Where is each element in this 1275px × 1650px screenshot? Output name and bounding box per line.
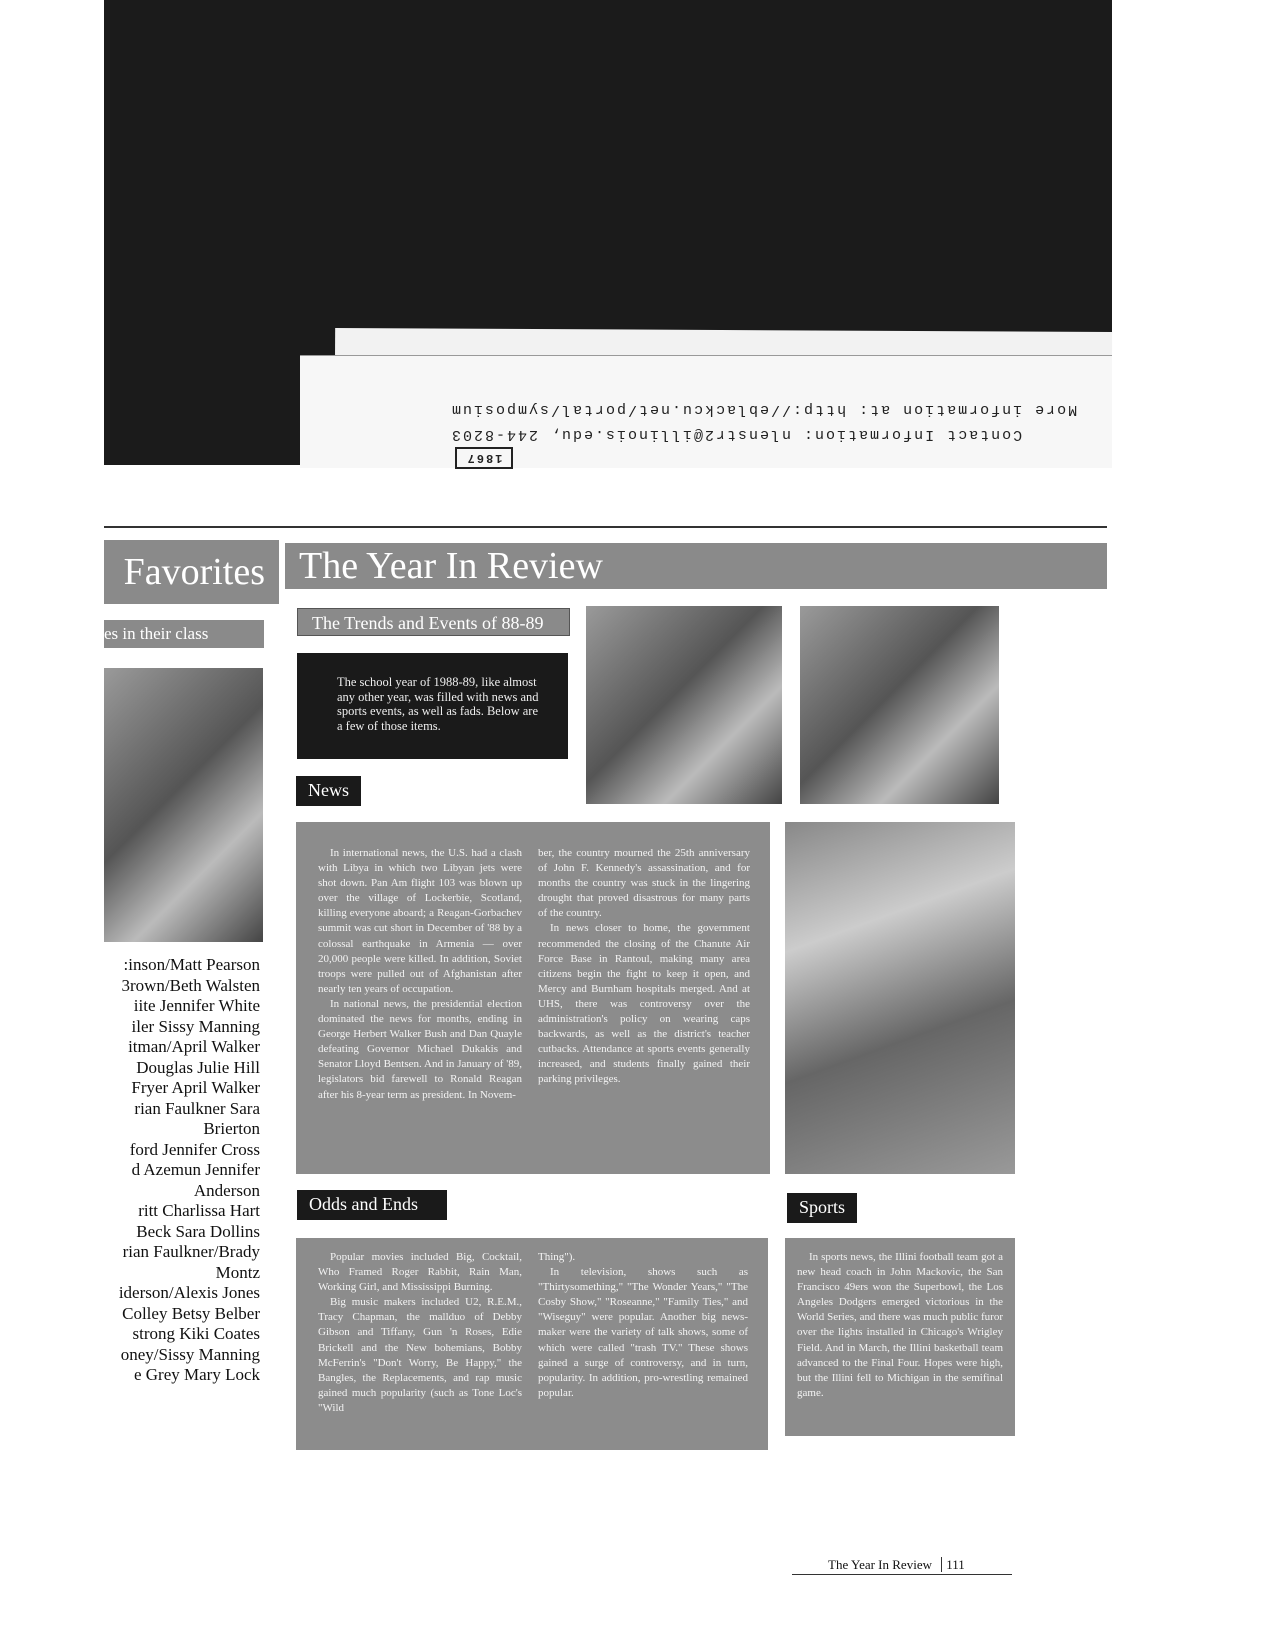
news-paragraph: In international news, the U.S. had a clash with Libya in which two Libyan jets were shot down. Pan Am flight 103 was blown up over the village of Lockerbie, Scotland, killing everyone aboard; a Reagan-Gorbachev summit was cut short in December of '88 by a colossal earthquake in Armenia — over 20,000 people were killed. In addition, Soviet troops were pulled out of Afghanistan after nearly ten years of occupation. <box>318 847 522 995</box>
names-list <box>100 955 260 1386</box>
footer-rule <box>792 1574 1012 1575</box>
sports-label: Sports <box>787 1193 857 1223</box>
odds-text-box <box>296 1238 768 1450</box>
sports-paragraph: In sports news, the Illini football team got a new head coach in John Mackovic, the San Francisco 49ers won the Superbowl, the Los Angeles Dodgers emerged victorious in the World Series, and there was much public furor over the lights installed in Chicago's Wrigley Field. And in March, the Illini basketball team advanced to the Final Four. Hopes were high, but the Illini fell to Michigan in the semifinal game. <box>797 1251 1003 1399</box>
name-line: ford Jennifer Cross <box>129 1139 260 1159</box>
more-info-line: More information at: http://eblackcu.net/portal/symposium <box>450 401 1078 418</box>
name-line: iderson/Alexis Jones <box>118 1283 260 1302</box>
top-rule <box>104 526 1107 528</box>
name-line: d Azemun Jennifer <box>131 1160 260 1179</box>
footer-section: The Year In Review <box>828 1557 932 1572</box>
name-line: oney/Sissy Manning <box>120 1344 260 1364</box>
name-line: Colley Betsy Belber <box>122 1303 260 1323</box>
odds-paragraph: In television, shows such as "Thirtysomething," "The Wonder Years," "The Cosby Show," "Roseanne," "Family Ties," and "Wiseguy" were popular. Another big news-maker were the variety of talk shows, some of which were called "trash TV." These shows gained a surge of controversy, and in turn, popularity. In addition, pro-wrestling remained popular. <box>538 1266 748 1399</box>
name-line: rian Faulkner Sara <box>134 1098 260 1118</box>
name-line: ritt Charlissa Hart <box>138 1201 260 1220</box>
name-line: Fryer April Walker <box>131 1078 260 1097</box>
name-line: Anderson <box>193 1180 260 1200</box>
odds-and-ends-label: Odds and Ends <box>297 1190 447 1220</box>
name-line: 3rown/Beth Walsten <box>121 975 260 995</box>
reagan-gorbachev-photo <box>800 606 999 804</box>
name-line: strong Kiki Coates <box>132 1324 260 1343</box>
group-photo <box>104 668 263 942</box>
name-line: iler Sissy Manning <box>131 1016 260 1036</box>
odds-paragraph: Thing"). <box>538 1251 576 1263</box>
news-paragraph: In news closer to home, the government recommended the closing of the Chanute Air Force Base in Rantoul, making many area citizens begin the fight to keep it open, and Mercy and Burnham hospitals merged. And at UHS, there was controversy over the administration's policy on wearing caps backwards, as well as the district's teacher cutbacks. Attendance at sports events generally increased, and students finally gained their parking privileges. <box>538 922 750 1086</box>
news-paragraph: In national news, the presidential election dominated the news for months, ending in George Herbert Walker Bush and Dan Quayle defeating Governor Michael Dukakis and Senator Lloyd Bentsen. And in January of '89, legislators bid farewell to Ronald Reagan after his 8-year term as president. In Novem- <box>318 997 522 1101</box>
name-line: itman/April Walker <box>128 1037 260 1056</box>
news-paragraph: ber, the country mourned the 25th anniversary of John F. Kennedy's assassination, and for months the country was stuck in the lingering drought that proved disastrous for many parts of the country. <box>538 847 750 920</box>
name-line: rian Faulkner/Brady <box>122 1242 260 1261</box>
stamp: 1867 <box>455 447 513 469</box>
odds-paragraph: Popular movies included Big, Cocktail, Who Framed Roger Rabbit, Rain Man, Working Girl, and Mississippi Burning. <box>318 1251 522 1294</box>
overlay-paper <box>300 355 1112 468</box>
page-subtitle: The Trends and Events of 88-89 <box>297 608 570 636</box>
sports-text-box <box>785 1238 1015 1436</box>
name-line: Douglas Julie Hill <box>136 1057 260 1077</box>
name-line: Beck Sara Dollins <box>136 1221 260 1241</box>
news-label: News <box>296 776 361 806</box>
page-footer <box>828 1557 965 1573</box>
intro-text: The school year of 1988-89, like almost any other year, was filled with news and sports events, as well as fads. Below are a few of those items. <box>297 653 568 759</box>
bush-waving-photo <box>785 822 1015 1174</box>
name-line: Brierton <box>203 1119 260 1138</box>
page-number: 111 <box>941 1557 965 1572</box>
odds-paragraph: Big music makers included U2, R.E.M., Tracy Chapman, the mallduo of Debby Gibson and Tiffany, Gun 'n Roses, Edie Brickell and the New bohemians, Bobby McFerrin's "Don't Worry, Be Happy," the Bangles, the Replacements, and rap music gained much popularity (such as Tone Loc's "Wild <box>318 1296 522 1414</box>
name-line: iite Jennifer White <box>133 996 260 1015</box>
page-title: The Year In Review <box>285 543 1107 589</box>
movie-still-photo <box>586 606 782 804</box>
name-line: :inson/Matt Pearson <box>123 955 260 974</box>
news-text-box <box>296 822 770 1174</box>
name-line: Montz <box>215 1262 260 1282</box>
name-line: e Grey Mary Lock <box>133 1365 260 1384</box>
class-subtitle: es in their class <box>104 620 264 648</box>
contact-line: Contact Information: nlenstr2@illinois.edu, 244-8203 <box>450 426 1023 443</box>
favorites-title: Favorites <box>104 540 279 604</box>
